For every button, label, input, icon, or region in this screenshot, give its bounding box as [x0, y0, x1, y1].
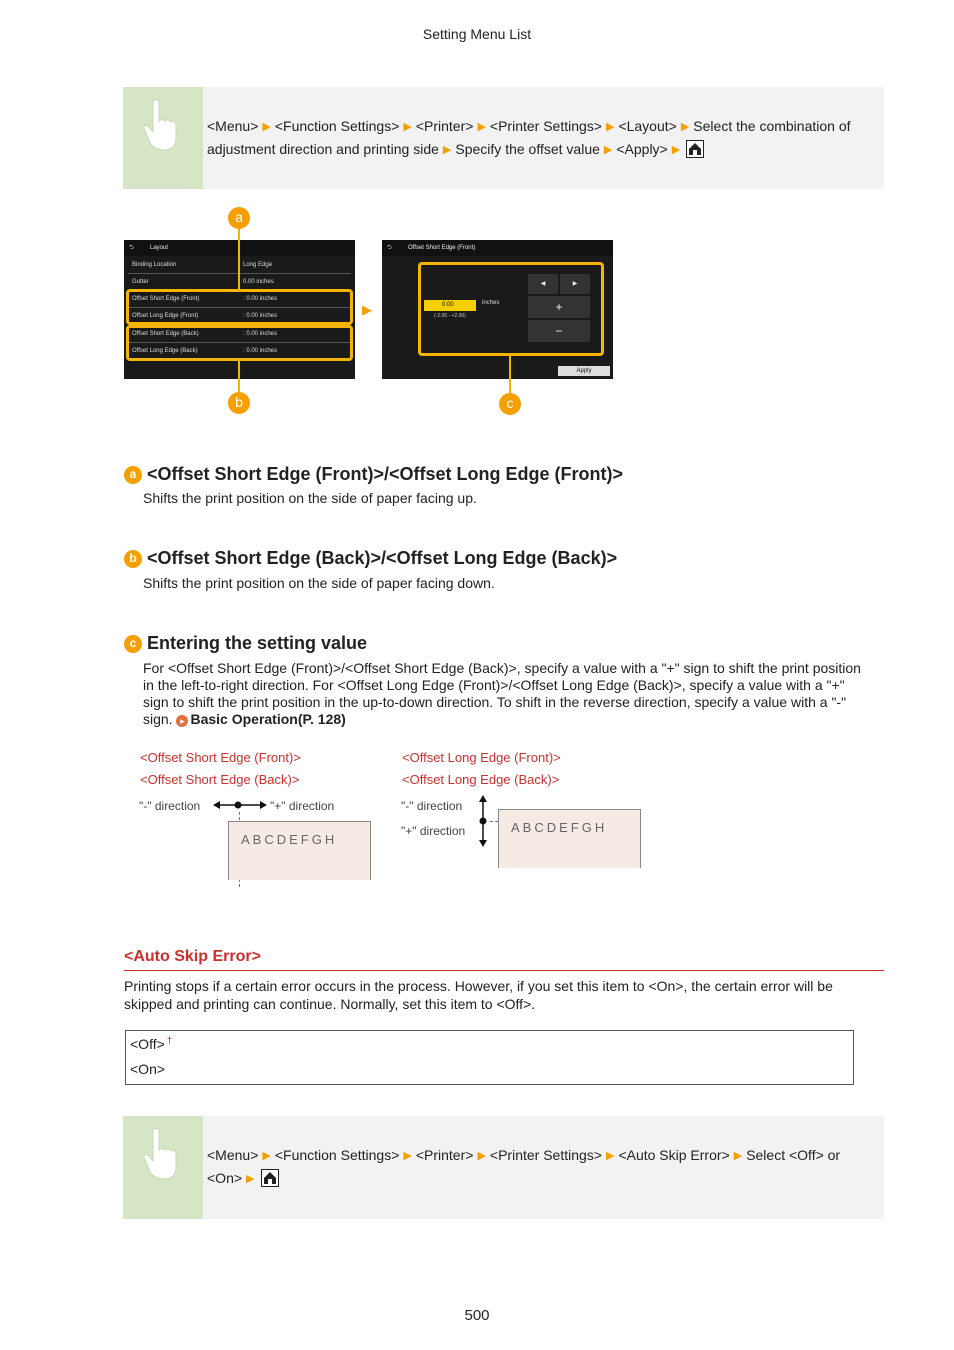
callout-line-a	[238, 229, 240, 289]
operation-path-auto-skip	[207, 1145, 874, 1193]
arrow-right-icon: ▶	[477, 121, 486, 133]
offset-range: (-2.00 - +2.00)	[434, 313, 466, 319]
operation-box-layout	[123, 87, 884, 189]
auto-skip-error-description: Printing stops if a certain error occurs in the process. However, if you set this item to <On>, the certain error will be skipped and printing can continue. Normally, set this item to <Off>.	[124, 978, 833, 1012]
op2-step-printer: <Printer>	[415, 1147, 474, 1163]
diagram-right-paper	[498, 809, 641, 868]
op1-step-menu: <Menu>	[207, 118, 259, 134]
section-c-text: For <Offset Short Edge (Front)>/<Offset Short Edge (Back)>, specify a value with a "+" sign to shift the print position in the left-to-right direction. For <Offset Long Edge (Front)>/<Offset Long Edge (Back)>, specify a value with a "+" sign to shift the print position in the up-to-down direction. To shift in the reverse direction, specify a value with a "-" sign.	[143, 660, 861, 727]
diagram-left-minus-direction: "-" direction	[139, 799, 201, 813]
callout-line-c	[509, 356, 511, 394]
op1-step-function-settings: <Function Settings>	[274, 118, 400, 134]
diagram-left-plus-direction: "+" direction	[270, 799, 335, 813]
section-a-heading	[124, 464, 623, 485]
op1-step-layout: <Layout>	[618, 118, 677, 134]
arrow-right-icon: ▶	[262, 121, 271, 133]
auto-skip-error-divider	[124, 970, 884, 971]
arrow-right-icon: ▶	[671, 144, 681, 156]
operation-path-layout	[207, 116, 874, 164]
op2-step-auto-skip-error: <Auto Skip Error>	[618, 1147, 730, 1163]
operation-box-auto-skip	[123, 1116, 884, 1219]
op1-step-apply: <Apply>	[616, 141, 668, 157]
arrow-right-icon: ▶	[680, 121, 690, 133]
arrow-right-icon: ▶	[403, 121, 412, 133]
auto-skip-options-table	[125, 1030, 854, 1085]
home-icon	[261, 1169, 279, 1193]
page-number: 500	[464, 1307, 490, 1324]
section-b-title: <Offset Short Edge (Back)>/<Offset Long Edge (Back)>	[147, 548, 618, 568]
section-c-description	[143, 660, 863, 728]
layout-row-binding-location[interactable]: Binding Location Long Edge	[128, 257, 351, 274]
section-a-title: <Offset Short Edge (Front)>/<Offset Long Edge (Front)>	[147, 464, 623, 484]
cursor-right-button[interactable]: ▶	[560, 274, 590, 294]
layout-row-offset-short-front[interactable]: Offset Short Edge (Front) : 0.00 inches	[128, 291, 351, 308]
layout-row-offset-short-back[interactable]: Offset Short Edge (Back) : 0.00 inches	[128, 326, 351, 343]
diagram-left-paper	[228, 821, 371, 880]
offset-screen-title-bar	[382, 240, 613, 256]
layout-row-offset-long-front[interactable]: Offset Long Edge (Front) : 0.00 inches	[128, 308, 351, 325]
offset-value-field[interactable]: 0.00	[424, 300, 476, 311]
op2-step-select-off-on: Select <Off> or <On>	[207, 1147, 841, 1186]
arrow-right-icon: ▶	[362, 302, 372, 317]
arrow-right-icon: ▶	[246, 1173, 255, 1185]
op2-step-menu: <Menu>	[207, 1147, 259, 1163]
cursor-left-button[interactable]: ◀	[528, 274, 558, 294]
offset-screen-title: Offset Short Edge (Front)	[408, 245, 476, 251]
callout-badge-b: b	[228, 392, 250, 414]
layout-screen-title: Layout	[150, 245, 169, 251]
arrow-right-icon: ▶	[603, 144, 613, 156]
arrow-right-icon: ▶	[262, 1150, 271, 1162]
callout-badge-c: c	[499, 393, 521, 415]
diagram-label-long-back: <Offset Long Edge (Back)>	[402, 772, 560, 787]
page-header-title: Setting Menu List	[422, 26, 532, 42]
arrow-right-icon: ▶	[477, 1150, 486, 1162]
diagram-right-paper-text: ABCDEFGH	[511, 820, 608, 835]
callout-line-b	[238, 361, 240, 393]
auto-skip-error-title: <Auto Skip Error>	[124, 948, 261, 965]
basic-operation-link[interactable]: ▸ Basic Operation(P. 128)	[176, 711, 345, 727]
hand-pointer-icon	[123, 87, 203, 189]
option-on: <On>	[130, 1061, 166, 1077]
section-b-description: Shifts the print position on the side of paper facing down.	[143, 575, 495, 591]
layout-row-gutter[interactable]: Gutter 0.00 inches	[128, 274, 351, 291]
offset-unit: inches	[482, 300, 500, 306]
arrow-right-icon: ▶	[605, 1150, 615, 1162]
home-icon	[686, 140, 704, 164]
section-b-badge: b	[124, 550, 142, 568]
diagram-right-plus-direction: "+" direction	[401, 824, 466, 838]
section-c-heading	[124, 633, 367, 654]
section-a-badge: a	[124, 466, 142, 484]
apply-button[interactable]: Apply	[558, 366, 610, 376]
link-arrow-icon: ▸	[176, 715, 188, 727]
minus-button[interactable]: −	[528, 320, 590, 342]
highlight-back-rows	[126, 325, 353, 361]
op1-step-printer-settings: <Printer Settings>	[489, 118, 602, 134]
arrow-right-icon: ▶	[605, 121, 615, 133]
highlight-front-rows	[126, 289, 353, 325]
section-c-badge: c	[124, 635, 142, 653]
op1-step-printer: <Printer>	[415, 118, 474, 134]
plus-button[interactable]: +	[528, 296, 590, 318]
option-off: <Off> †	[130, 1036, 173, 1052]
diagram-label-long-front: <Offset Long Edge (Front)>	[402, 750, 561, 765]
layout-row-offset-long-back[interactable]: Offset Long Edge (Back) : 0.00 inches	[128, 343, 351, 360]
diagram-left-paper-text: ABCDEFGH	[241, 832, 338, 847]
vertical-double-arrow-icon	[476, 795, 490, 847]
arrow-right-icon: ▶	[733, 1150, 743, 1162]
callout-badge-a: a	[228, 207, 250, 229]
hand-pointer-icon	[123, 1116, 203, 1219]
op2-step-printer-settings: <Printer Settings>	[489, 1147, 602, 1163]
diagram-right-minus-direction: "-" direction	[401, 799, 463, 813]
section-a-description: Shifts the print position on the side of paper facing up.	[143, 490, 477, 506]
op1-step-specify-offset: Specify the offset value	[455, 141, 600, 157]
diagram-label-short-back: <Offset Short Edge (Back)>	[140, 772, 300, 787]
op2-step-function-settings: <Function Settings>	[274, 1147, 400, 1163]
arrow-right-icon: ▶	[442, 144, 452, 156]
horizontal-double-arrow-icon	[213, 798, 267, 812]
diagram-label-short-front: <Offset Short Edge (Front)>	[140, 750, 301, 765]
highlight-entry-area	[418, 262, 604, 356]
back-icon[interactable]: ⮌	[129, 245, 134, 251]
section-c-title: Entering the setting value	[147, 633, 368, 653]
section-b-heading	[124, 548, 617, 569]
op1-step-select-combination: Select the combination of adjustment direction and printing side	[207, 118, 851, 157]
default-setting-mark: †	[166, 1036, 173, 1047]
back-icon[interactable]: ⮌	[387, 245, 392, 251]
arrow-right-icon: ▶	[403, 1150, 412, 1162]
